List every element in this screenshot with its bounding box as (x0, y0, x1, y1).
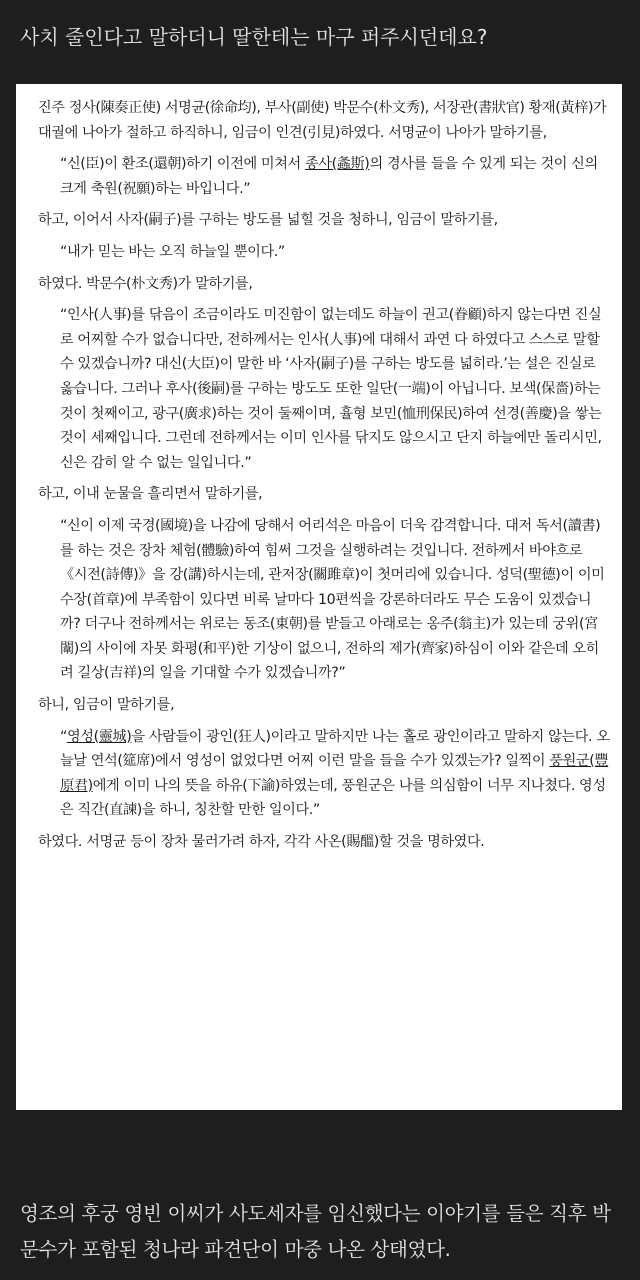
underlined-term-pungwongun: 풍원군(豐原君) (60, 753, 609, 794)
quote-4: “신이 이제 국경(國境)을 나감에 당해서 어리석은 마음이 더욱 감격합니다. 대저 독서(讀書)를 하는 것은 장차 체험(體驗)하여 힘써 그것을 실행하려는 것입니다. 전하께서 바야흐로 《시전(詩傳)》을 강(講)하시는데, 관저장(關雎章)이 첫머리에 있습니다. 성덕(聖德)이 이미 수장(首章)에 부족함이 있다면 비록 날마다 10편씩을 강론하더라도 무슨 도움이 있겠습니까? 더구나 전하께서는 위로는 동조(東朝)를 받들고 아래로는 옹주(翁主)가 있는데 궁위(宮闈)의 사이에 자못 화평(和平)한 기상이 없으니, 전하의 제가(齊家)하심이 이와 같은데 오히려 길상(吉祥)의 일을 기대할 수가 있겠습니까?” (60, 517, 605, 682)
paragraph-3: 하였다. 박문수(朴文秀)가 말하기를, (38, 275, 253, 292)
quote-2: “내가 믿는 바는 오직 하늘일 뿐이다.” (60, 243, 285, 260)
document-scan (16, 84, 622, 1110)
quote-5-mid: 을 사람들이 광인(狂人)이라고 말하지만 나는 홀로 광인이라고 말하지 않는다. 오늘날 연석(筵席)에서 영성이 없었다면 어찌 이런 말을 들을 수가 있겠는가? 일찍이 (60, 728, 610, 770)
quote-5-end: 에게 이미 나의 뜻을 하유(下諭)하였는데, 풍원군은 나를 의심함이 너무 지나쳤다. 영성은 직간(直諫)을 하니, 칭찬할 만한 일이다.” (60, 777, 606, 819)
post-title: 사치 줄인다고 말하더니 딸한테는 마구 퍼주시던데요? (20, 25, 488, 49)
quote-5 (38, 725, 610, 823)
quote-3: “인사(人事)를 닦음이 조금이라도 미진함이 없는데도 하늘이 권고(眷顧)하지 않는다면 진실로 어찌할 수가 없습니다만, 전하께서는 인사(人事)에 대해서 과연 다 하였다고 스스로 말할 수 있겠습니까? 대신(大臣)이 말한 바 ‘사자(嗣子)를 구하는 방도를 넓히라.’는 설은 진실로 옳습니다. 그러나 후사(後嗣)를 구하는 방도도 또한 일단(一端)이 아닙니다. 보색(保嗇)하는 것이 첫째이고, 광구(廣求)하는 것이 둘째이며, 휼형 보민(恤刑保民)하여 선경(善慶)을 쌓는 것이 세째입니다. 그런데 전하께서는 이미 인사를 닦지도 않으시고 단지 하늘에만 돌리시민, 신은 감히 알 수 없는 일입니다.” (60, 307, 602, 471)
quote-1-pre: “신(臣)이 환조(還朝)하기 이전에 미쳐서 (60, 156, 305, 173)
paragraph-6: 하였다. 서명균 등이 장차 물러가려 하자, 각각 사온(賜醞)할 것을 명하였다. (38, 834, 485, 851)
paragraph-4: 하고, 이내 눈물을 흘리면서 말하기를, (38, 486, 263, 503)
underlined-term-jongsa: 종사(螽斯) (304, 156, 370, 173)
underlined-term-yeongseong: 영성(靈城) (66, 728, 132, 745)
post-caption: 영조의 후궁 영빈 이씨가 사도세자를 임신했다는 이야기를 들은 직후 박문수가 포함된 청나라 파견단이 마중 나온 상태였다. (20, 1202, 611, 1261)
quote-5-open: “ (60, 728, 67, 745)
paragraph-5: 하니, 임금이 말하기를, (38, 697, 175, 714)
paragraph-1: 진주 정사(陳奏正使) 서명균(徐命均), 부사(副使) 박문수(朴文秀), 서장관(書狀官) 황재(黃梓)가 대궐에 나아가 절하고 하직하니, 임금이 인견(引見)하였다. 서명균이 나아가 말하기를, (38, 100, 607, 141)
quote-1-post: 의 경사를 들을 수 있게 되는 것이 신의 크게 축원(祝願)하는 바입니다.” (60, 156, 598, 197)
paragraph-2: 하고, 이어서 사자(嗣子)를 구하는 방도를 넓힐 것을 청하니, 임금이 말하기를, (38, 212, 498, 229)
quote-1 (38, 152, 610, 201)
